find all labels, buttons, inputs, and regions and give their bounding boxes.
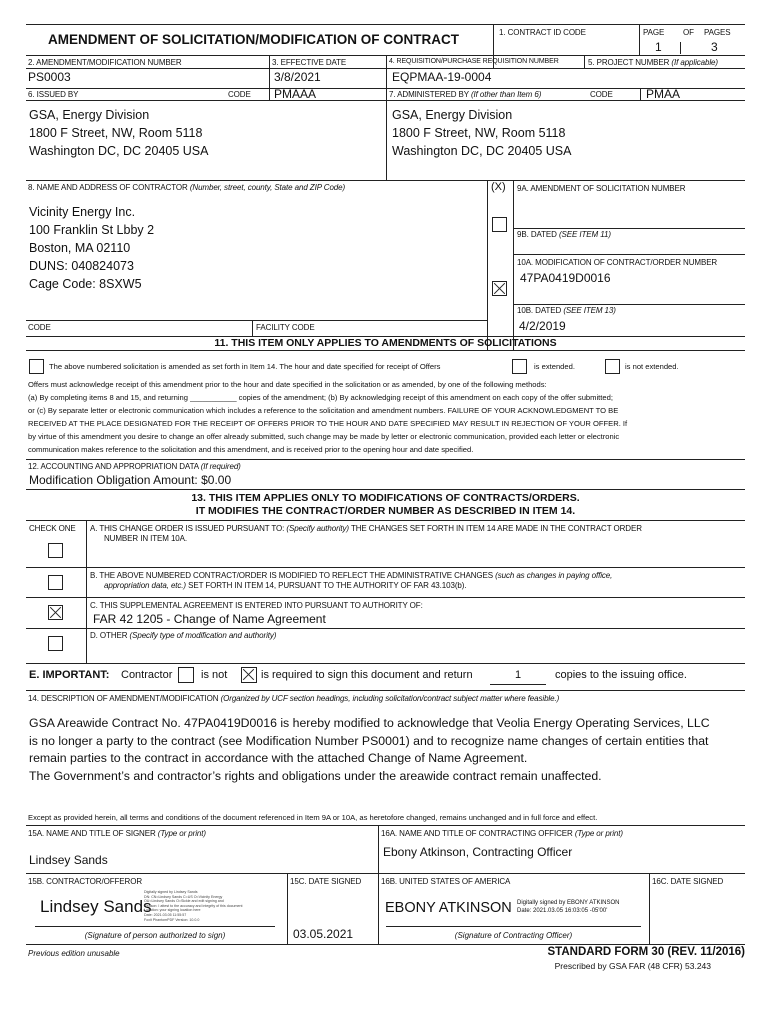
instruction-line: communication makes reference to the solicitation and this amendment, and is received prior to the opening hour and date specified. (28, 445, 474, 454)
item-10-checkbox-checked[interactable] (492, 281, 507, 296)
item-16c-label: 16C. DATE SIGNED (652, 877, 724, 886)
item-11-checkbox[interactable] (29, 359, 44, 374)
contractor-label-important: Contractor (121, 669, 173, 681)
item-13c-checkbox-checked[interactable] (48, 605, 63, 620)
item-15c-label: 15C. DATE SIGNED (290, 877, 362, 886)
item-13-heading-line: IT MODIFIES THE CONTRACT/ORDER NUMBER AS DESCRIBED IN ITEM 14. (195, 505, 576, 517)
description-line: The Government’s and contractor’s rights and obligations under the areawide contract remain unaffected. (29, 768, 602, 783)
item-15a-label: 15A. NAME AND TITLE OF SIGNER (Type or print) (28, 829, 206, 838)
contractor-signature-details: Digitally signed by Lindsey Sands DN: CN=Lindsey Sands C=US O=Vicinity Energy OU=Lindsey Sands O=Sickle and edit signing and Reason: I attest to the accuracy and integrity of this document Location: your signing location here Date: 2021.03.05 11:55:57 Foxit PhantomPDF Version: 10.0.0 (144, 890, 243, 922)
officer-signature-details: Digitally signed by EBONY ATKINSON Date: 2021.03.05 16:03:05 -05'00' (517, 900, 620, 914)
admin-code-label: CODE (590, 90, 613, 99)
not-extended-label: is not extended. (625, 362, 679, 371)
page-number: 1 (655, 40, 662, 54)
contractor-label: 8. NAME AND ADDRESS OF CONTRACTOR (Number, street, county, State and ZIP Code) (28, 183, 346, 192)
item-13c-text: C. THIS SUPPLEMENTAL AGREEMENT IS ENTERED INTO PURSUANT TO AUTHORITY OF: (90, 601, 423, 610)
important-label: E. IMPORTANT: (29, 669, 110, 681)
contractor-line: 100 Franklin St Lbby 2 (29, 223, 155, 237)
contractor-line: Cage Code: 8SXW5 (29, 277, 142, 291)
is-required-checkbox-checked[interactable] (241, 667, 257, 683)
contractor-line: Vicinity Energy Inc. (29, 205, 136, 219)
administered-by-address (392, 106, 571, 160)
issued-by-label: 6. ISSUED BY (28, 90, 79, 99)
is-not-checkbox[interactable] (178, 667, 194, 683)
item-13a-text: A. THIS CHANGE ORDER IS ISSUED PURSUANT TO: (Specify authority) THE CHANGES SET FORTH IN ITEM 14 ARE MADE IN THE CONTRACT ORDER NUMBER IN ITEM 10A. (90, 524, 642, 543)
instruction-line: Offers must acknowledge receipt of this amendment prior to the hour and date specified in the solicitation or as amended, by one of the following methods: (28, 380, 547, 389)
amend-number-label: 2. AMENDMENT/MODIFICATION NUMBER (28, 58, 182, 67)
address-line: Washington DC, DC 20405 USA (392, 144, 572, 158)
copies-value: 1 (514, 669, 522, 681)
address-line: 1800 F Street, NW, Room 5118 (392, 126, 566, 140)
item-16b-label: 16B. UNITED STATES OF AMERICA (381, 877, 511, 886)
contractor-code-label: CODE (28, 323, 51, 332)
item-13a-checkbox[interactable] (48, 543, 63, 558)
facility-code-label: FACILITY CODE (256, 323, 315, 332)
contractor-line: DUNS: 040824073 (29, 259, 134, 273)
item-13b-checkbox[interactable] (48, 575, 63, 590)
of-label: OF (683, 28, 694, 37)
description-line: remain parties to the contract in accordance with the attached Change of Name Agreement. (29, 751, 528, 765)
item-13-heading-line: 13. THIS ITEM APPLIES ONLY TO MODIFICATIONS OF CONTRACTS/ORDERS. (191, 492, 580, 504)
contractor-address (29, 203, 154, 293)
issued-by-address (29, 106, 208, 160)
item-13-heading (26, 492, 745, 518)
item-13b-text: B. THE ABOVE NUMBERED CONTRACT/ORDER IS MODIFIED TO REFLECT THE ADMINISTRATIVE CHANGES (such as changes in paying office, appropriation data, etc.) SET FORTH IN ITEM 14, PURSUANT TO THE AUTHORITY OF FAR 43.103(b). (90, 571, 613, 590)
check-one-label: CHECK ONE (29, 524, 76, 533)
address-line: GSA, Energy Division (29, 108, 150, 122)
item-14-description (29, 715, 710, 785)
page-label: PAGE (643, 28, 665, 37)
previous-edition-note: Previous edition unusable (28, 949, 120, 958)
item-11-text: The above numbered solicitation is amended as set forth in Item 14. The hour and date specified for receipt of Offers (49, 362, 441, 371)
form-title: AMENDMENT OF SOLICITATION/MODIFICATION OF CONTRACT (48, 32, 459, 47)
address-line: Washington DC, DC 20405 USA (29, 144, 209, 158)
requisition-label: 4. REQUISITION/PURCHASE REQUISITION NUMBER (389, 58, 559, 65)
copies-text: copies to the issuing office. (555, 669, 687, 681)
instruction-line: (a) By completing items 8 and 15, and returning ___________ copies of the amendment; (b) By acknowledging receipt of this amendment on each copy of the offer submitted; (28, 393, 613, 402)
amend-number-value: PS0003 (28, 70, 71, 84)
x-label: (X) (491, 181, 506, 193)
item-13d-text: D. OTHER (Specify type of modification and authority) (90, 631, 277, 640)
item-11-instructions (28, 378, 627, 456)
signature-caption-16: (Signature of Contracting Officer) (454, 931, 573, 940)
item-10a-value: 47PA0419D0016 (520, 271, 611, 285)
date-signed-15c: 03.05.2021 (293, 927, 354, 941)
contractor-line: Boston, MA 02110 (29, 241, 131, 255)
instruction-line: by virtue of this amendment you desire to change an offer already submitted, such change may be made by letter or electronic communication, provided each letter or electronic (28, 432, 620, 441)
item-13d-checkbox[interactable] (48, 636, 63, 651)
is-required-label: is required to sign this document and return (261, 669, 473, 681)
is-not-label: is not (201, 669, 228, 681)
project-number-label: 5. PROJECT NUMBER (If applicable) (588, 58, 718, 67)
effective-date-label: 3. EFFECTIVE DATE (272, 58, 347, 67)
item-12-value: Modification Obligation Amount: $0.00 (29, 473, 232, 487)
item-9a-label: 9A. AMENDMENT OF SOLICITATION NUMBER (517, 184, 686, 193)
contractor-signature: Lindsey Sands (40, 897, 152, 916)
issued-code-value: PMAAA (274, 87, 317, 101)
requisition-value: EQPMAA-19-0004 (392, 70, 492, 84)
item-12-label: 12. ACCOUNTING AND APPROPRIATION DATA (If required) (28, 462, 241, 471)
issued-code-label: CODE (228, 90, 251, 99)
address-line: GSA, Energy Division (392, 108, 513, 122)
pages-label: PAGES (704, 28, 731, 37)
administered-by-label: 7. ADMINISTERED BY (If other than Item 6) (389, 90, 542, 99)
contracting-officer-name: Ebony Atkinson, Contracting Officer (383, 845, 573, 859)
item-9-checkbox[interactable] (492, 217, 507, 232)
contract-id-label: 1. CONTRACT ID CODE (499, 28, 586, 37)
except-statement: Except as provided herein, all terms and conditions of the document referenced in Item 9A or 10A, as heretofore changed, remains unchanged and in full force and effect. (28, 813, 598, 822)
admin-code-value: PMAA (646, 87, 681, 101)
signature-caption-15: (Signature of person authorized to sign) (84, 931, 226, 940)
extended-label: is extended. (534, 362, 575, 371)
item-14-label: 14. DESCRIPTION OF AMENDMENT/MODIFICATION (Organized by UCF section headings, including solicitation/contract subject matter where feasible.) (28, 694, 560, 703)
extended-checkbox[interactable] (512, 359, 527, 374)
item-10b-value: 4/2/2019 (519, 319, 566, 333)
description-line: GSA Areawide Contract No. 47PA0419D0016 is hereby modified to acknowledge that Veolia Energy Operating Services, LLC (29, 716, 710, 730)
description-line: is no longer a party to the contract (see Modification Number PS0001) and to recognize name changes of certain entities that (29, 733, 709, 748)
standard-form-label: STANDARD FORM 30 (REV. 11/2016) (547, 946, 745, 958)
officer-signature: EBONY ATKINSON (385, 900, 512, 916)
effective-date-value: 3/8/2021 (274, 70, 321, 84)
item-16a-label: 16A. NAME AND TITLE OF CONTRACTING OFFICER (Type or print) (381, 829, 623, 838)
item-11-heading: 11. THIS ITEM ONLY APPLIES TO AMENDMENTS OF SOLICITATIONS (214, 337, 557, 349)
not-extended-checkbox[interactable] (605, 359, 620, 374)
instruction-line: RECEIVED AT THE PLACE DESIGNATED FOR THE RECEIPT OF OFFERS PRIOR TO THE HOUR AND DATE SPECIFIED MAY RESULT IN REJECTION OF YOUR OFFER. If (28, 419, 628, 428)
signer-name: Lindsey Sands (29, 853, 108, 867)
item-10b-label: 10B. DATED (SEE ITEM 13) (517, 306, 616, 315)
address-line: 1800 F Street, NW, Room 5118 (29, 126, 203, 140)
item-9b-label: 9B. DATED (SEE ITEM 11) (517, 230, 611, 239)
item-10a-label: 10A. MODIFICATION OF CONTRACT/ORDER NUMBER (517, 258, 718, 267)
item-15b-label: 15B. CONTRACTOR/OFFEROR (28, 877, 143, 886)
item-13c-value: FAR 42 1205 - Change of Name Agreement (93, 612, 326, 626)
instruction-line: or (c) By separate letter or electronic communication which includes a reference to the solicitation and amendment numbers. FAILURE OF YOUR ACKNOWLEDGMENT TO BE (28, 406, 619, 415)
prescribed-by-label: Prescribed by GSA FAR (48 CFR) 53.243 (554, 961, 711, 971)
pages-total: 3 (711, 40, 718, 54)
